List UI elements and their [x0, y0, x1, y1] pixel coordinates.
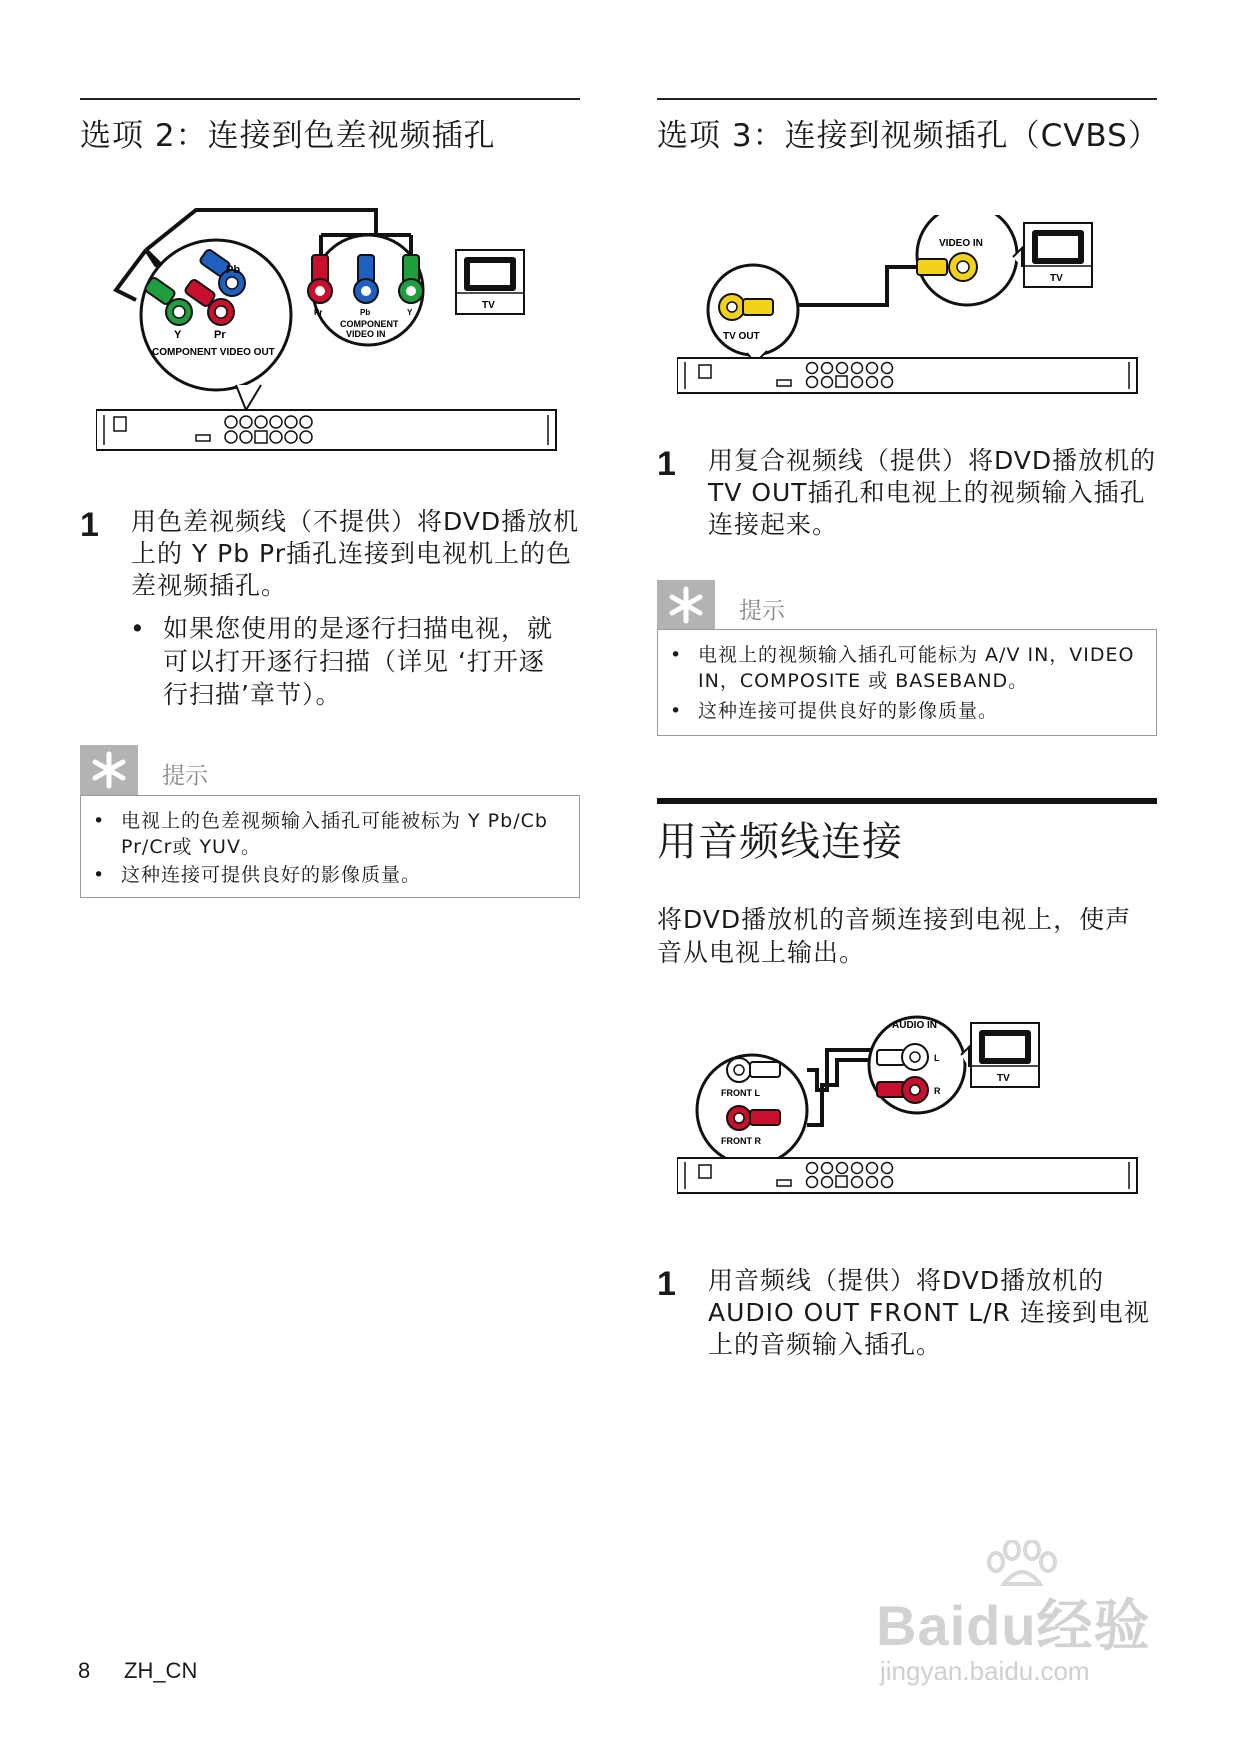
svg-text:TV OUT: TV OUT	[723, 331, 760, 342]
right-tip-header	[657, 580, 1157, 630]
tip-label: 提示	[162, 763, 208, 789]
step-number: 1	[657, 445, 676, 483]
tip-label: 提示	[739, 598, 785, 624]
step-text: 用音频线（提供）将DVD播放机的AUDIO OUT FRONT L/R 连接到电视上的音频输入插孔。	[708, 1266, 1150, 1359]
page-number: 8	[78, 1658, 91, 1683]
svg-text:TV: TV	[997, 1073, 1010, 1084]
watermark-brand: Baidu经验	[876, 1594, 1151, 1657]
progressive-scan-bullet	[130, 612, 580, 722]
audio-section-heading: 用音频线连接	[657, 819, 903, 865]
tip-item: • 这种连接可提供良好的影像质量。	[670, 700, 999, 722]
svg-text:AUDIO IN: AUDIO IN	[892, 1020, 937, 1031]
watermark-url: jingyan.baidu.com	[880, 1656, 1090, 1686]
svg-text:Y: Y	[407, 308, 413, 317]
svg-text:Pb: Pb	[360, 308, 371, 317]
step-number: 1	[80, 506, 99, 544]
svg-text:VIDEO IN: VIDEO IN	[346, 329, 386, 339]
label-component-out: COMPONENT VIDEO OUT	[152, 347, 275, 358]
bullet-dot: •	[130, 614, 146, 643]
dvd-player-back	[96, 410, 556, 450]
label-y: Y	[174, 329, 182, 341]
option2-heading: 选项 2：连接到色差视频插孔	[80, 118, 496, 154]
left-step-1	[80, 506, 590, 606]
tip-item: • 这种连接可提供良好的影像质量。	[93, 864, 422, 886]
dvd-player-back	[677, 358, 1137, 393]
svg-text:TV: TV	[482, 300, 495, 311]
audio-section-rule	[657, 798, 1157, 804]
baidu-watermark	[872, 1540, 1172, 1700]
tip-asterisk-icon	[657, 580, 715, 630]
step-text: 用色差视频线（不提供）将DVD播放机上的 Y Pb Pr插孔连接到电视机上的色差视频插孔。	[131, 507, 580, 600]
svg-text:TV: TV	[1050, 273, 1063, 284]
paw-icon	[982, 1540, 1062, 1588]
right-top-rule	[657, 98, 1157, 100]
svg-text:FRONT L: FRONT L	[721, 1088, 760, 1098]
label-pb: Pb	[226, 264, 241, 276]
audio-step-1	[657, 1265, 1167, 1365]
left-tip-box	[80, 795, 580, 898]
composite-video-diagram	[677, 215, 1147, 395]
audio-intro-text: 将DVD播放机的音频连接到电视上，使声音从电视上输出。	[657, 905, 1132, 967]
svg-text:VIDEO IN: VIDEO IN	[939, 238, 983, 249]
option3-heading: 选项 3：连接到视频插孔（CVBS）	[657, 118, 1160, 154]
step-number: 1	[657, 1265, 676, 1303]
right-step-1	[657, 445, 1167, 545]
language-code: ZH_CN	[124, 1658, 198, 1683]
left-tip-header	[80, 745, 580, 795]
bullet-text: 如果您使用的是逐行扫描电视，就可以打开逐行扫描（详见 ‘打开逐行扫描’章节）。	[163, 614, 554, 709]
tip-asterisk-icon	[80, 745, 138, 795]
svg-text:R: R	[934, 1086, 941, 1096]
audio-connection-diagram	[677, 1015, 1147, 1195]
svg-text:COMPONENT: COMPONENT	[340, 319, 399, 329]
svg-text:FRONT R: FRONT R	[721, 1136, 761, 1146]
dvd-player-back	[677, 1158, 1137, 1193]
step-text: 用复合视频线（提供）将DVD播放机的TV OUT插孔和电视上的视频输入插孔连接起来。	[708, 446, 1157, 539]
tip-item: • 电视上的视频输入插孔可能标为 A/V IN，VIDEO IN，COMPOSITE 或 BASEBAND。	[670, 644, 1135, 692]
left-top-rule	[80, 98, 580, 100]
right-tip-box	[657, 629, 1157, 736]
tip-item: • 电视上的色差视频输入插孔可能被标为 Y Pb/Cb Pr/Cr或 YUV。	[93, 810, 548, 858]
svg-text:Pr: Pr	[314, 308, 323, 317]
svg-text:L: L	[934, 1053, 940, 1063]
label-pr: Pr	[214, 329, 226, 341]
component-video-diagram	[96, 205, 566, 455]
